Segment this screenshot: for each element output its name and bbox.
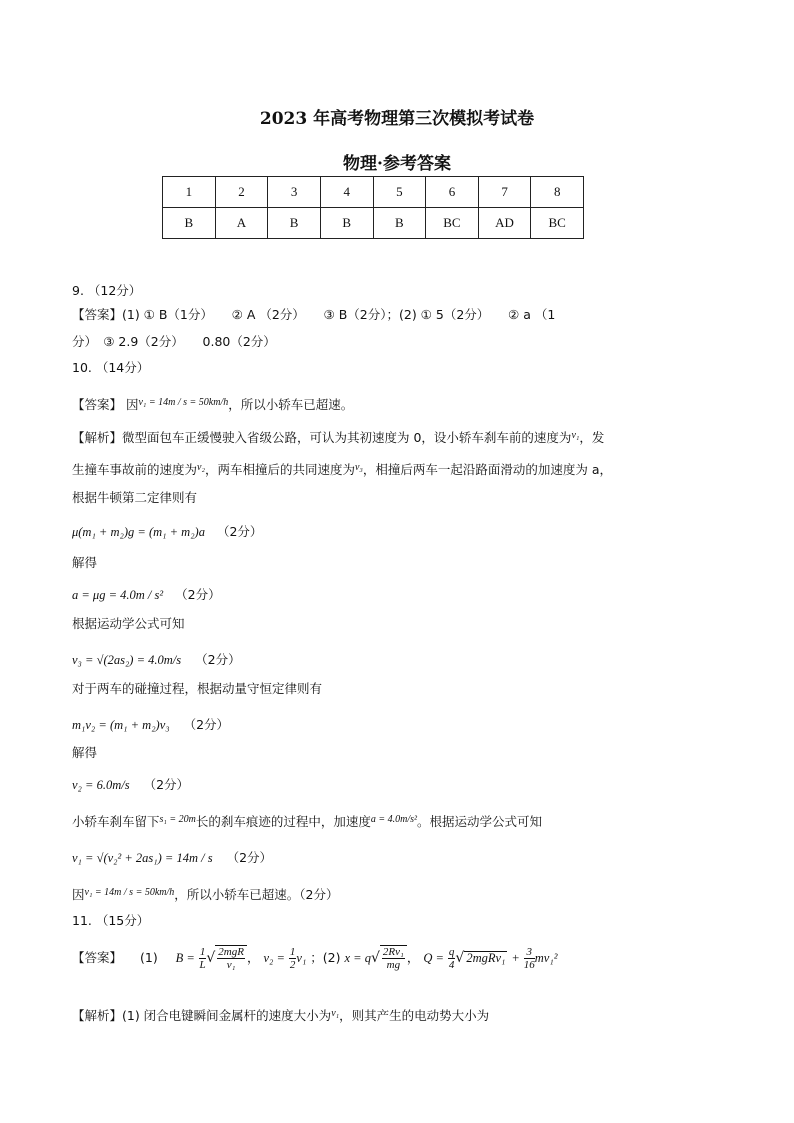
question-number-cell: 1 xyxy=(163,177,216,208)
denominator: 4 xyxy=(448,959,455,971)
speed-formula: v₁ = 14m / s = 50km/h xyxy=(84,887,175,898)
solve-label: 解得 xyxy=(72,555,98,570)
kinetic-energy-term: mv₁² xyxy=(534,951,558,965)
question-number-cell: 3 xyxy=(268,177,321,208)
score: （2分） xyxy=(195,652,241,667)
analysis-text: ，发 xyxy=(579,430,605,445)
b-formula-lhs: B = xyxy=(175,951,195,965)
numerator: 3 xyxy=(524,946,535,959)
exam-title: 2023 年高考物理第三次模拟考试卷 xyxy=(259,109,535,129)
answer-row xyxy=(163,208,584,239)
score: （2分） xyxy=(175,587,221,602)
q11-heading: 11. （15分） xyxy=(72,913,150,928)
v2-formula-lhs: v₂ = xyxy=(263,951,285,965)
q10-final-line xyxy=(72,884,338,904)
denominator: v₁ xyxy=(226,959,236,971)
symbol-v2: v₂ xyxy=(197,462,205,473)
score: （2分） xyxy=(216,524,263,539)
sqrt-expression xyxy=(380,945,407,971)
numerator: 1 xyxy=(289,946,296,958)
analysis-text: 长的刹车痕迹的过程中，加速度 xyxy=(195,814,371,829)
plus-sign: + xyxy=(511,951,520,965)
analysis-text: 小轿车刹车留下 xyxy=(72,814,160,829)
score: （2分） xyxy=(143,777,190,792)
q9-answer-line-1: 【答案】(1) ① B（1分） ② A （2分） ③ B（2分）；(2) ① 5（2分） ② a （1 xyxy=(72,307,556,322)
symbol-v1: v₁ xyxy=(571,430,580,441)
question-number-cell: 8 xyxy=(531,177,584,208)
q10-heading: 10. （14分） xyxy=(72,360,150,375)
analysis-text: 。根据运动学公式可知 xyxy=(417,814,543,829)
skid-mark-line xyxy=(72,811,542,831)
question-number-cell: 2 xyxy=(215,177,268,208)
answer-label: 【答案】 xyxy=(72,950,123,965)
answer-cell: B xyxy=(163,208,216,239)
sqrt-expression xyxy=(215,945,247,971)
analysis-text: 因 xyxy=(72,887,85,902)
momentum-equation xyxy=(72,716,229,734)
v2-equation xyxy=(72,776,189,794)
fraction xyxy=(382,946,405,971)
score: （2分） xyxy=(183,717,230,732)
analysis-text: ，相撞后两车一起沿路面滑动的加速度为 a， xyxy=(362,462,613,477)
q11-answer: 【答案】 (1) B = $\frac{1}{L}$ √ $\frac{\text{2mgR}}{\text{v₁}}$ ， v₂ = $\frac{1}{2}$ v₁ ；(2) x = q√ $\frac{\text{2Rv₁}}{mg}$ ， Q = $\frac{q}{4}$ √ 2mgRv₁ + $\frac{3}{16}$ mv₁² xyxy=(72,946,558,971)
numerator: 2mgR xyxy=(218,946,244,958)
part-2-label: ；(2) xyxy=(310,950,341,965)
symbol-v3: v₃ xyxy=(354,462,363,473)
v1-symbol: v₁ xyxy=(296,951,307,965)
question-number-cell: 5 xyxy=(373,177,426,208)
fraction-3-over-16 xyxy=(524,946,535,971)
q-formula-lhs: Q = xyxy=(423,951,444,965)
newton-equation xyxy=(72,523,262,541)
question-number-cell: 4 xyxy=(320,177,373,208)
analysis-text: ，两车相撞后的共同速度为 xyxy=(204,462,355,477)
numerator: 1 xyxy=(199,946,206,958)
numerator: q xyxy=(448,946,455,958)
acceleration-value: a = 4.0m/s² xyxy=(370,814,418,825)
numerator: 2Rv₁ xyxy=(382,946,404,958)
answer-cell: B xyxy=(373,208,426,239)
analysis-text: ，所以小轿车已超速。（2分） xyxy=(174,887,339,902)
momentum-label: 对于两车的碰撞过程，根据动量守恒定律则有 xyxy=(72,681,323,696)
q10-analysis-line-2 xyxy=(72,459,612,479)
analysis-text: 【解析】(1) 闭合电键瞬间金属杆的速度大小为 xyxy=(72,1008,332,1023)
equation: v₁ = √(v₂² + 2as₁) = 14m / s xyxy=(72,851,213,865)
answer-key-subtitle: 物理·参考答案 xyxy=(343,154,451,174)
symbol-v1: v₁ xyxy=(331,1008,340,1019)
x-formula-lhs: x = q xyxy=(344,951,371,965)
sqrt-expression: 2mgRv₁ xyxy=(466,951,506,965)
denominator: 2 xyxy=(289,959,296,971)
answer-cell: B xyxy=(268,208,321,239)
part-1-label: (1) xyxy=(139,950,158,965)
solve-label: 解得 xyxy=(72,745,98,760)
speed-formula: v₁ = 14m / s = 50km/h xyxy=(138,397,229,408)
q9-heading: 9. （12分） xyxy=(72,283,142,298)
answer-cell: B xyxy=(320,208,373,239)
q10-answer xyxy=(72,394,353,414)
analysis-text: 生撞车事故前的速度为 xyxy=(72,462,198,477)
q10-analysis-line-1 xyxy=(72,427,604,447)
question-number-row xyxy=(163,177,584,208)
equation: v₂ = 6.0m/s xyxy=(72,778,130,792)
analysis-text: 【解析】微型面包车正缓慢驶入省级公路，可认为其初速度为 0，设小轿车刹车前的速度为 xyxy=(72,430,572,445)
denominator: L xyxy=(199,959,206,971)
answer-cell: A xyxy=(215,208,268,239)
equation: v₃ = √(2as₂) = 4.0m/s xyxy=(72,653,182,667)
q10-analysis-line-3: 根据牛顿第二定律则有 xyxy=(72,490,198,505)
v1-equation xyxy=(72,849,272,867)
q9-answer-line-2: 分） ③ 2.9（2分） 0.80（2分） xyxy=(72,334,276,349)
answer-conclusion: ，所以小轿车已超速。 xyxy=(228,397,354,412)
denominator: mg xyxy=(386,959,401,971)
answer-label: 【答案】 因 xyxy=(72,397,139,412)
fraction xyxy=(217,946,245,971)
acceleration-equation xyxy=(72,586,221,604)
skid-distance: s₁ = 20m xyxy=(159,814,196,825)
analysis-text: ，则其产生的电动势大小为 xyxy=(339,1008,490,1023)
answer-cell: BC xyxy=(531,208,584,239)
q11-analysis-line-1 xyxy=(72,1005,489,1025)
denominator: 16 xyxy=(523,959,535,971)
question-number-cell: 6 xyxy=(426,177,479,208)
equation: m₁v₂ = (m₁ + m₂)v₃ xyxy=(72,718,170,732)
equation: a = μg = 4.0m / s² xyxy=(72,588,164,602)
multiple-choice-answer-table xyxy=(162,176,584,239)
answer-cell: BC xyxy=(426,208,479,239)
question-number-cell: 7 xyxy=(478,177,531,208)
kinematics-label: 根据运动学公式可知 xyxy=(72,616,185,631)
score: （2分） xyxy=(226,850,273,865)
v3-equation xyxy=(72,651,241,669)
equation: μ(m₁ + m₂)g = (m₁ + m₂)a xyxy=(72,525,205,539)
answer-cell: AD xyxy=(478,208,531,239)
